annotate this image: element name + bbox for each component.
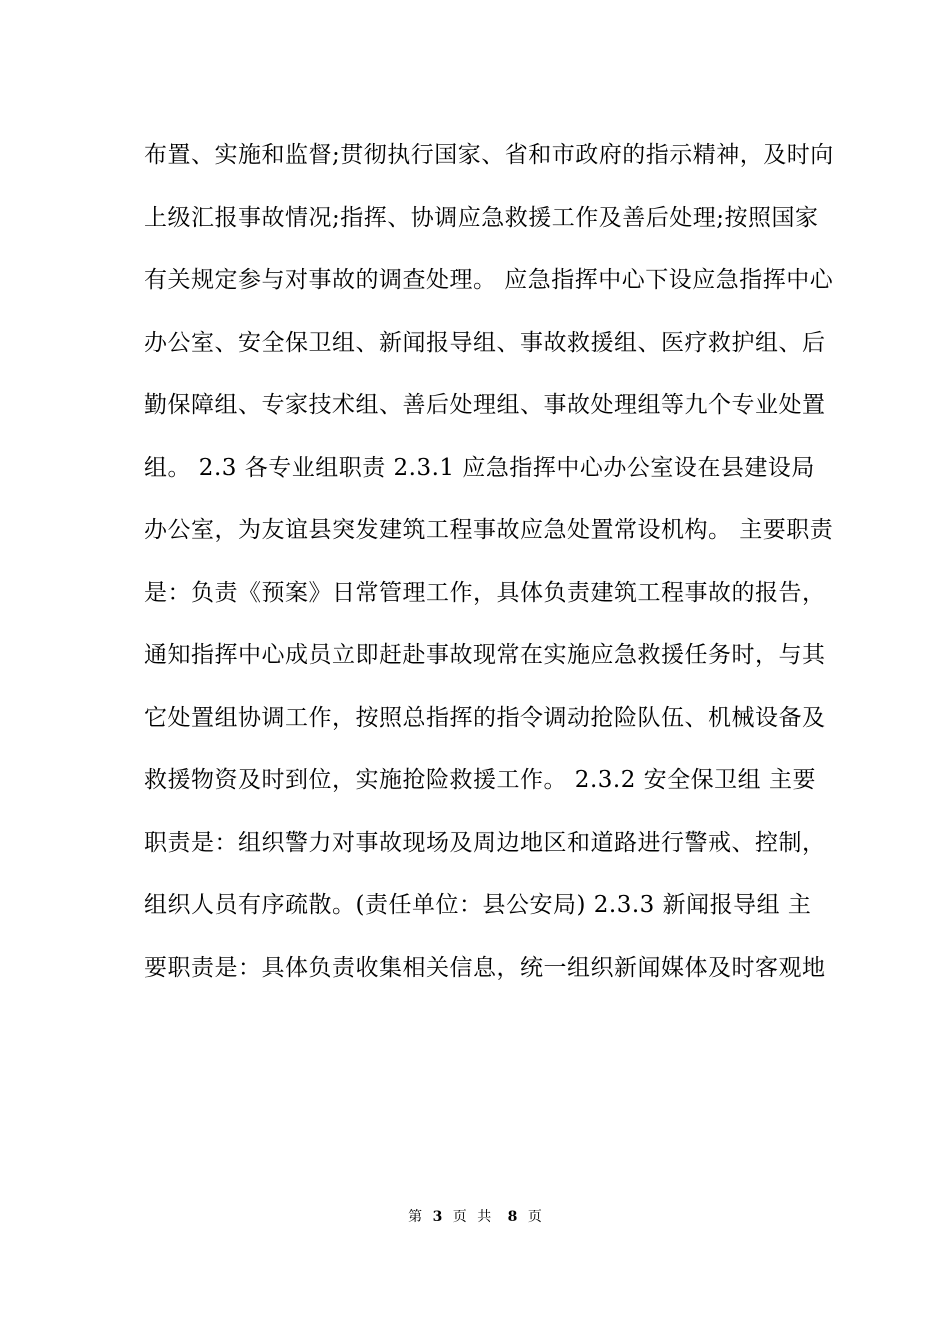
total-pages-number: 8 bbox=[507, 1209, 518, 1225]
text-line: 勤保障组、专家技术组、善后处理组、事故处理组等九个专业处置 bbox=[144, 392, 826, 418]
text-line: 通知指挥中心成员立即赶赴事故现常在实施应急救援任务时，与其 bbox=[144, 642, 826, 668]
text-line: 上级汇报事故情况;指挥、协调应急救援工作及善后处理;按照国家 bbox=[144, 204, 819, 231]
text-line: 它处置组协调工作，按照总指挥的指令调动抢险队伍、机械设备及 bbox=[144, 704, 826, 731]
footer-total-word: 共 bbox=[477, 1209, 492, 1225]
text-line: 职责是：组织警力对事故现场及周边地区和道路进行警戒、控制， bbox=[144, 829, 826, 856]
text-line: 有关规定参与对事故的调查处理。 应急指挥中心下设应急指挥中心 bbox=[144, 267, 834, 293]
text-line: 办公室，为友谊县突发建筑工程事故应急处置常设机构。 主要职责 bbox=[144, 517, 834, 543]
text-line: 要职责是：具体负责收集相关信息，统一组织新闻媒体及时客观地 bbox=[144, 954, 826, 981]
text-line: 组。 2.3 各专业组职责 2.3.1 应急指挥中心办公室设在县建设局 bbox=[144, 454, 815, 481]
text-line: 组织人员有序疏散。(责任单位：县公安局) 2.3.3 新闻报导组 主 bbox=[144, 892, 812, 918]
text-line: 布置、实施和监督;贯彻执行国家、省和市政府的指示精神，及时向 bbox=[144, 142, 834, 168]
footer-page-word: 页 bbox=[452, 1209, 467, 1225]
text-line: 办公室、安全保卫组、新闻报导组、事故救援组、医疗救护组、后 bbox=[144, 329, 826, 356]
footer-suffix: 页 bbox=[527, 1209, 542, 1225]
footer-prefix: 第 bbox=[408, 1209, 423, 1225]
text-line: 救援物资及时到位，实施抢险救援工作。 2.3.2 安全保卫组 主要 bbox=[144, 767, 816, 793]
text-line: 是：负责《预案》日常管理工作，具体负责建筑工程事故的报告， bbox=[144, 579, 826, 606]
current-page-number: 3 bbox=[432, 1209, 443, 1225]
page-footer bbox=[0, 1207, 950, 1227]
body-text bbox=[144, 131, 834, 1006]
